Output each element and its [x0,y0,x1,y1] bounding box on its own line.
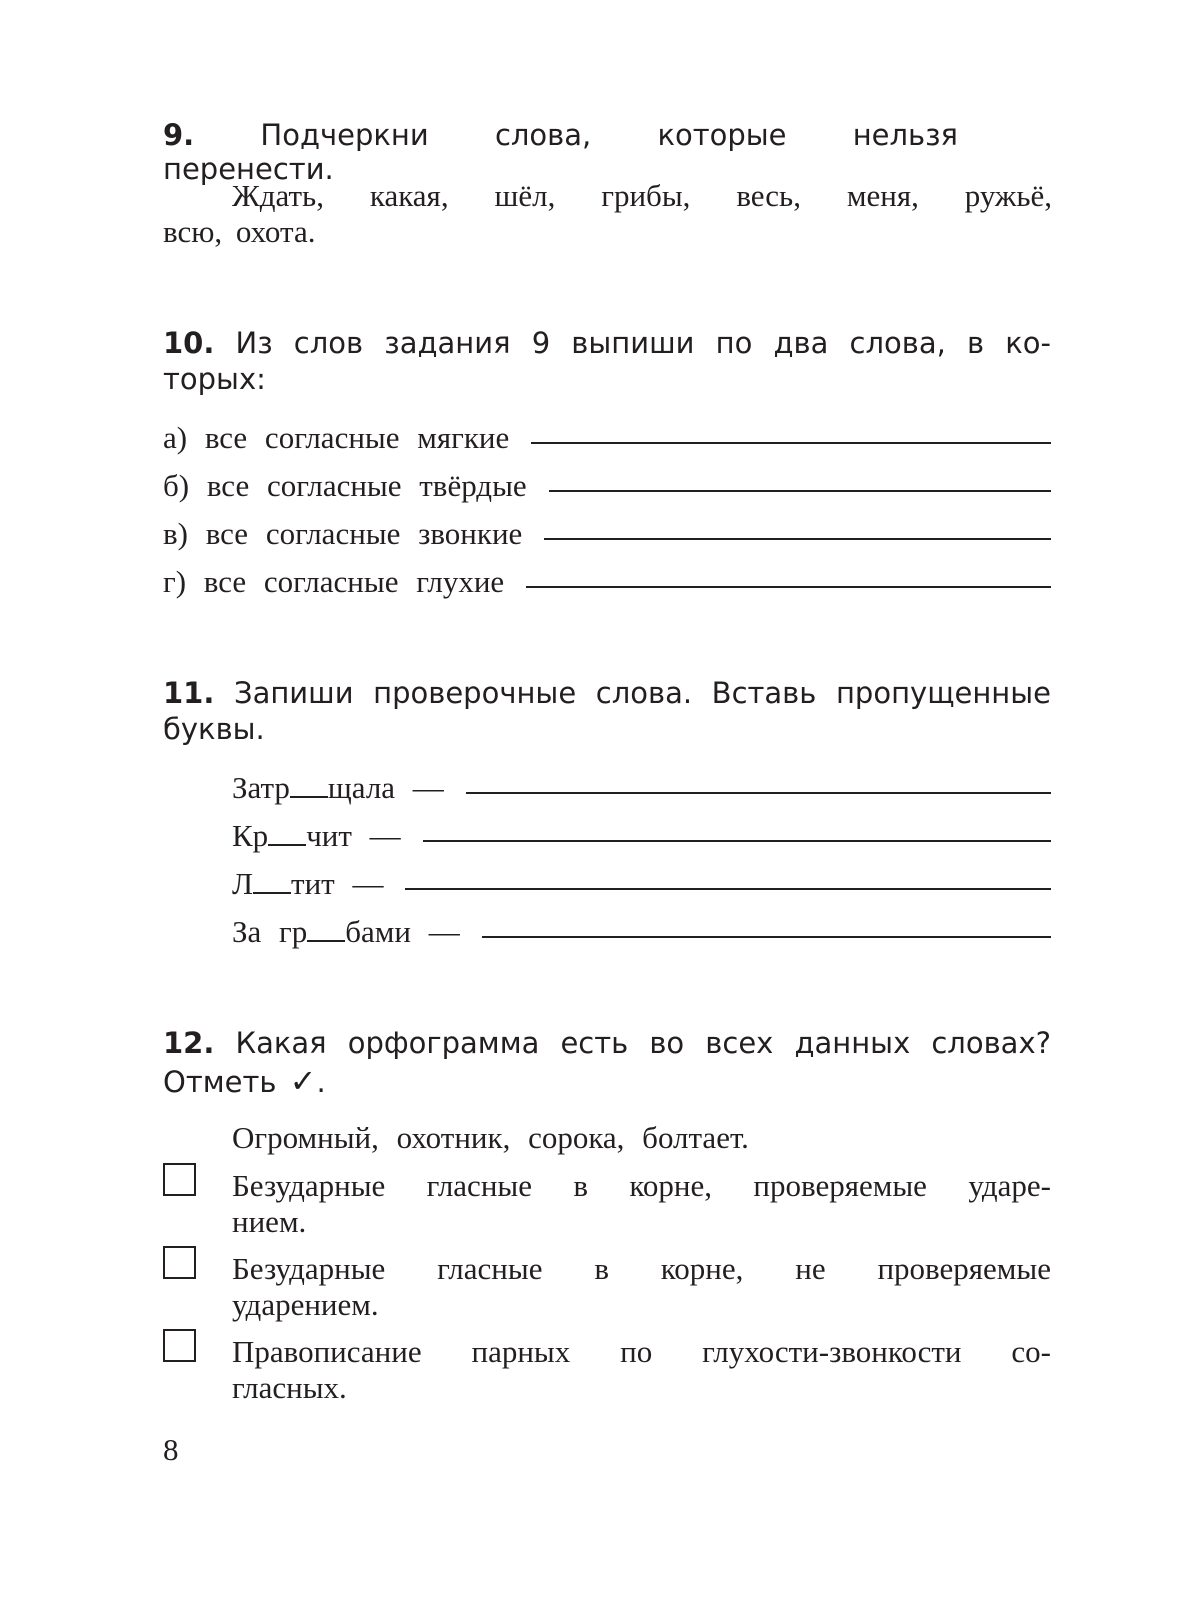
option-3-line1: Правописание парных по глухости-звонкости со- [232,1334,1051,1369]
task-10-item-label: в) все согласные звонкие [163,516,523,551]
task-10-heading-line2: торых: [163,362,266,396]
option-checkbox[interactable] [163,1246,196,1279]
option-checkbox[interactable] [163,1163,196,1196]
word-part: Затр [232,770,290,805]
option-1-line2: нием. [232,1204,307,1239]
answer-line[interactable] [466,791,1051,794]
check-mark-icon: ✓ [289,1062,317,1100]
task-12-words: Огромный, охотник, сорока, болтает. [232,1120,749,1155]
task-12-title-end: Отметь [163,1065,277,1099]
word-part: бами — [345,914,460,949]
task-10-item-label: а) все согласные мягкие [163,420,510,455]
task-9-words-line1: Ждать, какая, шёл, грибы, весь, меня, ружьё, [232,178,1052,213]
word-part: Кр [232,818,269,853]
missing-letter-blank[interactable] [268,843,306,846]
word-part: За гр [232,914,308,949]
task-11-title: Запиши проверочные слова. Вставь пропущенные [233,676,1052,710]
answer-line[interactable] [405,887,1051,890]
task-11-number: 11. [163,676,215,710]
word-part: тит — [291,866,384,901]
answer-line[interactable] [549,489,1051,492]
task-11-item [232,866,1051,902]
missing-letter-blank[interactable] [307,939,345,942]
task-12-heading-line2 [163,1062,326,1100]
missing-letter-blank[interactable] [253,891,291,894]
word-part: щала — [327,770,444,805]
word-part: Л [232,866,254,901]
option-1-line1: Безударные гласные в корне, проверяемые ударе- [232,1168,1051,1203]
task-11-item [232,770,1051,806]
task-10-item-d [163,564,1051,600]
answer-line[interactable] [544,537,1051,540]
missing-letter-blank[interactable] [290,795,328,798]
task-10-item-label: б) все согласные твёрдые [163,468,527,503]
page-number: 8 [163,1432,179,1467]
option-3-line2: гласных. [232,1370,347,1405]
task-11-heading-line1 [163,676,1051,710]
task-10-number: 10. [163,326,215,360]
task-11-heading-line2: буквы. [163,712,265,746]
task-10-item-b [163,468,1051,504]
option-checkbox[interactable] [163,1329,196,1362]
task-12-heading-line1 [163,1026,1051,1060]
task-11-item [232,914,1051,950]
answer-line[interactable] [531,441,1051,444]
task-10-heading-line1 [163,326,1051,360]
option-2-line1: Безударные гласные в корне, не проверяемые [232,1251,1051,1286]
task-12-title: Какая орфограмма есть во всех данных словах? [235,1026,1052,1060]
task-12-period: . [316,1065,326,1099]
answer-line[interactable] [423,839,1051,842]
task-9-title: Подчеркни слова, которые нельзя перенести. [163,118,959,186]
task-9-number: 9. [163,118,195,152]
word-part: чит — [306,818,401,853]
task-10-item-a [163,420,1051,456]
task-11-item [232,818,1051,854]
task-10-title: Из слов задания 9 выпиши по два слова, в ко- [235,326,1051,360]
task-10-item-c [163,516,1051,552]
task-10-item-label: г) все согласные глухие [163,564,505,599]
answer-line[interactable] [526,585,1051,588]
option-2-line2: ударением. [232,1287,379,1322]
task-12-number: 12. [163,1026,215,1060]
task-9-words-line2: всю, охота. [163,214,316,249]
task-9-heading [163,118,958,186]
answer-line[interactable] [482,935,1051,938]
